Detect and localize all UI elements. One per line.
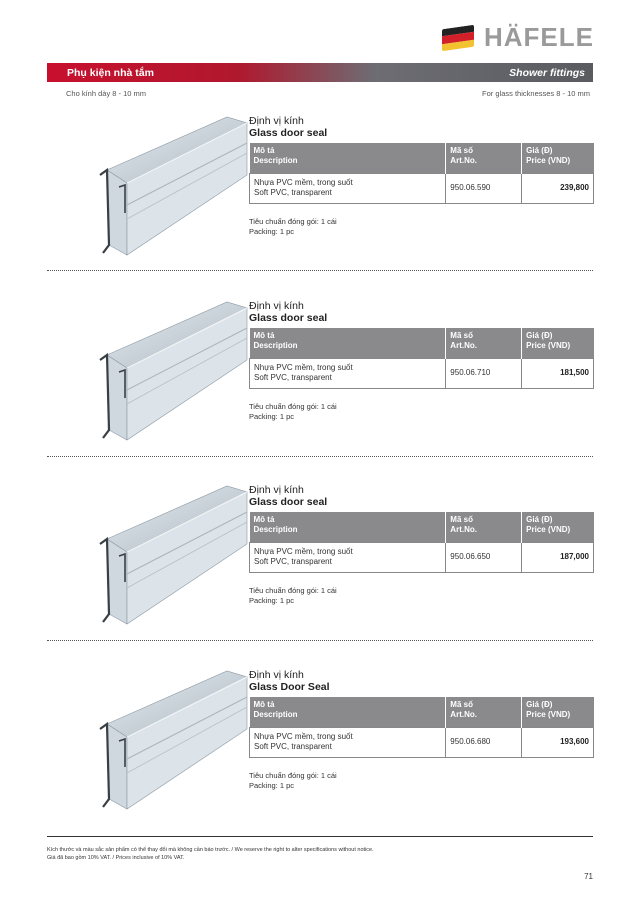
packing-vi: Tiêu chuẩn đóng gói: 1 cái xyxy=(249,586,337,595)
page-number: 71 xyxy=(584,872,593,881)
header-art-no: Mã số Art.No. xyxy=(446,143,522,173)
cell-art-no: 950.06.590 xyxy=(446,173,522,203)
product-title-vi: Định vị kính xyxy=(249,115,304,127)
product-title xyxy=(249,300,327,324)
glass-door-seal-image xyxy=(67,669,257,819)
banner-title-vi: Phụ kiện nhà tắm xyxy=(67,66,154,79)
header-description: Mô tả Description xyxy=(250,697,446,727)
packing-info xyxy=(249,586,337,606)
divider xyxy=(47,270,593,271)
packing-en: Packing: 1 pc xyxy=(249,781,295,790)
cell-description: Nhựa PVC mềm, trong suốt Soft PVC, transparent xyxy=(250,358,446,388)
table-header-row xyxy=(250,512,594,542)
header-price: Giá (Đ) Price (VND) xyxy=(522,512,594,542)
packing-en: Packing: 1 pc xyxy=(249,596,295,605)
footnote-specs: Kích thước và màu sắc sản phẩm có thể thay đổi mà không cần báo trước. / We reserve the right to alter specifications without notice. xyxy=(47,847,374,853)
cell-price: 193,600 xyxy=(522,727,594,757)
header-price: Giá (Đ) Price (VND) xyxy=(522,328,594,358)
header-description: Mô tả Description xyxy=(250,512,446,542)
product-title-en: Glass Door Seal xyxy=(249,681,330,693)
table-row xyxy=(250,727,594,757)
packing-vi: Tiêu chuẩn đóng gói: 1 cái xyxy=(249,402,337,411)
product-table xyxy=(249,512,594,573)
glass-door-seal-image xyxy=(67,300,257,450)
brand-name: HÄFELE xyxy=(484,22,594,52)
table-header-row xyxy=(250,328,594,358)
header-price: Giá (Đ) Price (VND) xyxy=(522,697,594,727)
product-title-en: Glass door seal xyxy=(249,312,328,324)
footer-rule xyxy=(47,836,593,837)
subheader-vi: Cho kính dày 8 - 10 mm xyxy=(66,89,147,98)
cell-description: Nhựa PVC mềm, trong suốt Soft PVC, transparent xyxy=(250,727,446,757)
product-title xyxy=(249,669,330,693)
product-table xyxy=(249,697,594,758)
packing-en: Packing: 1 pc xyxy=(249,227,295,236)
table-header-row xyxy=(250,697,594,727)
product-entry xyxy=(47,484,593,654)
product-table xyxy=(249,328,594,389)
product-title xyxy=(249,484,327,508)
glass-door-seal-image xyxy=(67,115,257,265)
hafele-logo xyxy=(442,22,594,53)
packing-info xyxy=(249,217,337,237)
cell-price: 181,500 xyxy=(522,358,594,388)
product-entry xyxy=(47,115,593,285)
product-entry xyxy=(47,669,593,839)
table-row xyxy=(250,358,594,388)
table-row xyxy=(250,542,594,572)
cell-art-no: 950.06.680 xyxy=(446,727,522,757)
packing-vi: Tiêu chuẩn đóng gói: 1 cái xyxy=(249,217,337,226)
glass-door-seal-image xyxy=(67,484,257,634)
cell-description: Nhựa PVC mềm, trong suốt Soft PVC, transparent xyxy=(250,542,446,572)
product-title-en: Glass door seal xyxy=(249,127,328,139)
packing-info xyxy=(249,402,337,422)
header-art-no: Mã số Art.No. xyxy=(446,697,522,727)
table-header-row xyxy=(250,143,594,173)
table-row xyxy=(250,173,594,203)
packing-info xyxy=(249,771,337,791)
cell-description: Nhựa PVC mềm, trong suốt Soft PVC, transparent xyxy=(250,173,446,203)
footnote xyxy=(47,846,374,862)
product-title-vi: Định vị kính xyxy=(249,669,304,681)
header-price: Giá (Đ) Price (VND) xyxy=(522,143,594,173)
product-title-vi: Định vị kính xyxy=(249,300,304,312)
cell-price: 239,800 xyxy=(522,173,594,203)
cell-art-no: 950.06.710 xyxy=(446,358,522,388)
divider xyxy=(47,456,593,457)
cell-art-no: 950.06.650 xyxy=(446,542,522,572)
header-art-no: Mã số Art.No. xyxy=(446,512,522,542)
section-banner xyxy=(47,63,593,82)
sub-header xyxy=(66,89,590,98)
german-flag-icon xyxy=(442,24,474,50)
subheader-en: For glass thicknesses 8 - 10 mm xyxy=(482,89,590,98)
divider xyxy=(47,640,593,641)
footnote-vat: Giá đã bao gồm 10% VAT. / Prices inclusive of 10% VAT. xyxy=(47,855,185,861)
product-title xyxy=(249,115,327,139)
header-description: Mô tả Description xyxy=(250,143,446,173)
header-description: Mô tả Description xyxy=(250,328,446,358)
product-entry xyxy=(47,300,593,470)
header-art-no: Mã số Art.No. xyxy=(446,328,522,358)
cell-price: 187,000 xyxy=(522,542,594,572)
packing-vi: Tiêu chuẩn đóng gói: 1 cái xyxy=(249,771,337,780)
product-table xyxy=(249,143,594,204)
product-title-en: Glass door seal xyxy=(249,496,328,508)
banner-title-en: Shower fittings xyxy=(509,66,585,79)
product-title-vi: Định vị kính xyxy=(249,484,304,496)
packing-en: Packing: 1 pc xyxy=(249,412,295,421)
